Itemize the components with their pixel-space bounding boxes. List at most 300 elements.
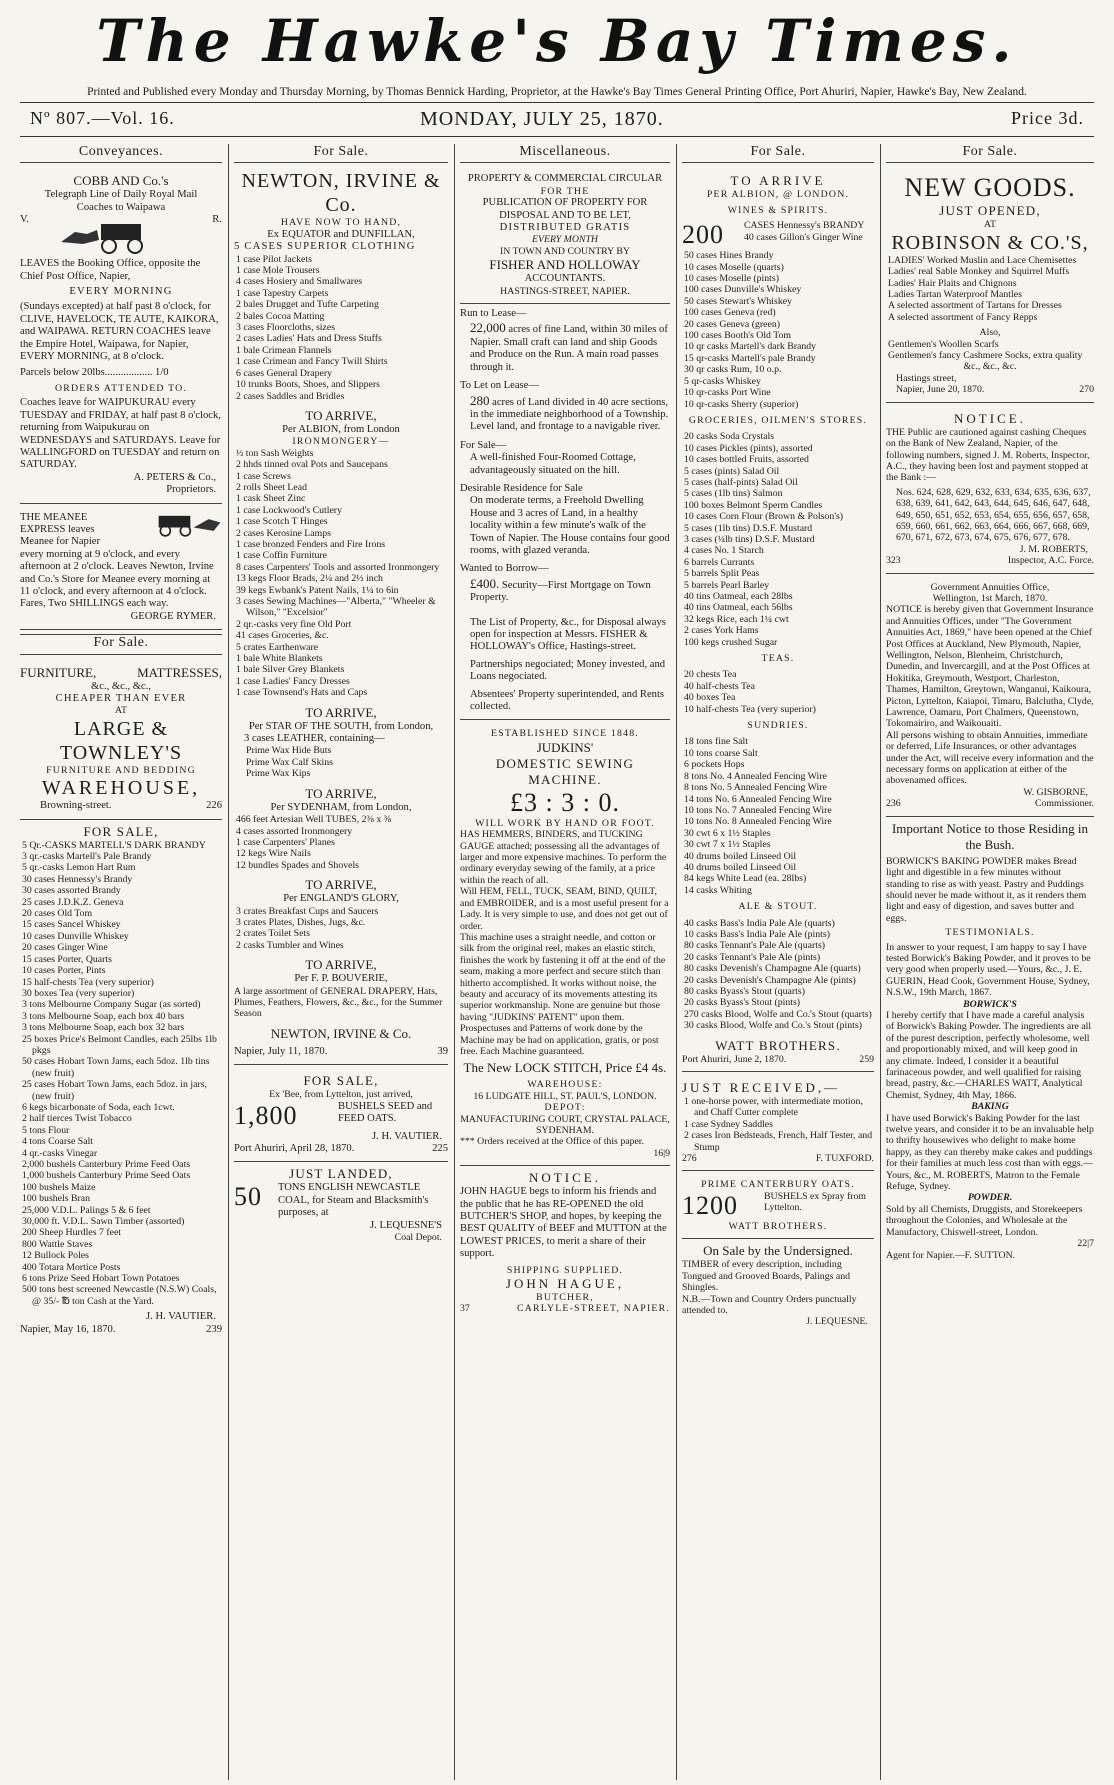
list-item: 6 barrels Currants [684, 556, 755, 568]
item-list [682, 250, 874, 410]
list-item: 400 Totara Mortice Posts [22, 1261, 121, 1273]
ad-body: LEAVES the Booking Office, opposite the Chief Post Office, Napier, [20, 258, 201, 282]
ad-body: I hereby certify that I have made a careful analysis of Borwick's Baking Powder. The ingredients are all of the purest description, perfectly wholesome, well and proportionably mixed, and will keep good in any climate. Indeed, I consider it a beautiful farinaceous powder, and well qualified for raising bread, pastry, &c.—CHARLES WATT, Analytical Chemist, Sydney, 4th May, 1866. [886, 1009, 1092, 1101]
list-item: 14 casks Whiting [684, 884, 752, 896]
ad-text: IRONMONGERY— [292, 436, 390, 448]
ad-emphasis: EVERY MORNING [69, 286, 173, 298]
list-item: 100 cases Booth's Old Tom [684, 330, 792, 342]
list-item: 10 trunks Boots, Shoes, and Slippers [236, 379, 380, 391]
ad-text: MATTRESSES, [137, 664, 222, 680]
dateline [20, 104, 1094, 134]
ad-signature: A. PETERS & Co., [133, 471, 216, 483]
list-item: 25 cases Hobart Town Jams, each 5doz. in jars, (new fruit) [22, 1079, 207, 1102]
section-heading: ALE & STOUT. [738, 901, 818, 913]
list-item: 80 casks Devenish's Champagne Ale (quarts) [684, 963, 861, 975]
ad-signature: Proprietors. [166, 484, 216, 496]
ad-subtitle: Telegraph Line of Daily Royal Mail [44, 189, 198, 201]
list-item: 5 qr-casks Whiskey [684, 375, 761, 387]
section-heading: JUST LANDED, [289, 1166, 393, 1182]
ad-mark: R. [212, 214, 222, 226]
list-item: ½ ton Sash Weights [236, 447, 314, 459]
meanee-express-ad [20, 508, 222, 631]
baking-powder-ad [886, 821, 1094, 1261]
list-item: 15 half-chests Tea (very superior) [22, 976, 154, 988]
watt-brothers-ad [682, 169, 874, 1072]
ad-text: EVERY MONTH [532, 234, 598, 246]
furniture-ad [20, 661, 222, 820]
newspaper-masthead: The Hawke's Bay Times. [96, 7, 1018, 75]
list-item: 10 cases Pickles (pints), assorted [684, 442, 813, 454]
list-item: 1 case Sydney Saddles [684, 1118, 773, 1130]
list-item: 1 case Carpenters' Planes [236, 836, 335, 848]
ad-title: WAREHOUSE, [41, 777, 201, 800]
ad-text: DEPOT: [544, 1102, 586, 1114]
section-heading: TO ARRIVE, [305, 957, 377, 973]
list-item: 80 casks Byass's Stout (quarts) [684, 986, 805, 997]
butcher-notice [460, 1170, 670, 1315]
list-item: 25 boxes Price's Belmont Candles, each 25lbs 1lb pkgs [22, 1033, 217, 1056]
section-heading: WINES & SPIRITS. [727, 204, 829, 216]
list-item: 2 bales Drugget and Tufte Carpeting [236, 299, 379, 311]
list-item: 8 tons No. 5 Annealed Fencing Wire [684, 782, 827, 794]
list-item: 12 Bullock Poles [22, 1250, 89, 1262]
ad-body: (Sundays excepted) at half past 8 o'clock, for CLIVE, HAVELOCK, TE AUTE, KAIKORA, and WAIPAWA. RETURN COACHES leave the Empire Hotel, Waipawa, for Napier, EVERY MORNING, at 8 o'clock. [20, 301, 219, 363]
list-item: 2 cases Ladies' Hats and Dress Stuffs [236, 333, 382, 345]
list-item: 2 hhds tinned oval Pots and Saucepans [236, 459, 388, 471]
ad-dateline: Napier, July 11, 1870. [234, 1045, 328, 1057]
ad-body: JOHN HAGUE begs to inform his friends and the public that he has RE-OPENED the old BUTCHER'S SHOP, and hopes, by keeping the BEST QUALITY of BEEF and MUTTON at the LOWEST PRICES, to merit a share of their support. [460, 1186, 667, 1260]
coach-icon [122, 512, 222, 538]
canterbury-oats-ad [682, 1175, 874, 1239]
list-item: 2 cases York Hams [684, 625, 759, 637]
section-heading: NOTICE. [954, 410, 1026, 426]
list-item: 40 tins Oatmeal, each 28lbs [684, 591, 793, 602]
ad-text: AT [984, 219, 996, 231]
ad-text: BUSHELS SEED and FEED OATS. [338, 1100, 433, 1124]
ad-text: WILL WORK BY HAND OR FOOT. [475, 817, 655, 829]
list-item: 30 cases assorted Brandy [22, 885, 121, 897]
cheque-notice [886, 407, 1094, 574]
list-item: 30 cwt 7 x 1½ Staples [684, 839, 771, 851]
list-item: 1 case Scotch T Hinges [236, 516, 328, 528]
list-item: Ladies' Hair Plaits and Chignons [888, 277, 1017, 289]
ad-title: DOMESTIC SEWING MACHINE. [495, 755, 635, 787]
section-heading: PRIME CANTERBURY OATS. [701, 1179, 855, 1191]
ad-title: JUDKINS' [536, 739, 594, 755]
ad-title: FISHER AND HOLLOWAY [489, 257, 641, 273]
ad-text: FURNITURE, [20, 664, 97, 680]
section-heading: TEAS. [761, 653, 795, 665]
list-item: 41 cases Groceries, &c. [236, 630, 329, 642]
list-item: 4 cases Hosiery and Smallwares [236, 276, 363, 288]
list-item: 2 crates Toilet Sets [236, 928, 310, 940]
section-heading: TO ARRIVE, [305, 877, 377, 893]
ad-body: A large assortment of GENERAL DRAPERY, Hats, Plumes, Feathers, Flowers, &c., &c., for the Summer Season [234, 985, 443, 1020]
land-to-let [460, 380, 670, 434]
listing-text: On moderate terms, a Freehold Dwelling House and 3 acres of Land, in a healthy locality within a few minute's walk of the Town of Napier. The House contains four good rooms, with glazed veranda. [470, 495, 670, 556]
column-heading: Miscellaneous. [460, 144, 670, 163]
item-list [682, 669, 874, 715]
ad-text: 40 cases Gillon's Ginger Wine [744, 231, 863, 243]
list-item: 10 cases Dunville Whiskey [22, 930, 129, 942]
ad-address: 16 LUDGATE HILL, ST. PAUL'S, LONDON. [473, 1090, 657, 1102]
item-list [234, 448, 448, 699]
list-item: 30 qr casks Rum, 10 o.p. [684, 364, 782, 376]
ad-body: Nos. 624, 628, 629, 632, 633, 634, 635, 636, 637, 638, 639, 641, 642, 643, 644, 645, 646, 647, 648, 649, 650, 651, 652, 653, 654, 655, 656, 657, 658, 659, 660, 661, 662, 663, 664, 666, 667, 668, 669, 670, 671, 672, 673, 674, 675, 676, 677, 678. [896, 486, 1091, 544]
list-item: 20 cases Ginger Wine [22, 942, 108, 954]
ad-text: Per SYDENHAM, from London, [270, 801, 412, 813]
list-item: 10 cases Moselle (quarts) [684, 261, 784, 273]
item-list [886, 339, 1094, 362]
list-item: 3 tons Melbourne Soap, each box 40 bars [22, 1010, 185, 1022]
ad-number: 259 [859, 1053, 874, 1065]
list-item: 40 tins Oatmeal, each 56lbs [684, 602, 793, 614]
ad-number-big: 1200 [682, 1190, 738, 1220]
ad-text: FOR THE [540, 185, 590, 197]
list-item: 10 cases Porter, Pints [22, 965, 106, 977]
list-item: 2 qr.-casks very fine Old Port [236, 618, 352, 630]
item-list [234, 254, 448, 402]
list-item: 40 half-chests Tea [684, 680, 755, 692]
section-heading: JUST RECEIVED,— [682, 1080, 841, 1096]
list-item: 10 tons coarse Salt [684, 747, 758, 759]
list-item: 50 cases Hines Brandy [684, 250, 774, 262]
ad-text: PROPERTY & COMMERCIAL CIRCULAR [467, 173, 663, 185]
list-item: 1 bale White Blankets [236, 653, 323, 665]
ad-address: CARLYLE-STREET, NAPIER. [517, 1303, 670, 1315]
ad-number: 236 [886, 798, 901, 810]
ad-number: 225 [432, 1143, 448, 1154]
run-to-lease [460, 308, 670, 374]
list-item: 2 cases Kerosine Lamps [236, 527, 331, 539]
cottage-for-sale [460, 440, 670, 477]
ad-title: NEWTON, IRVINE & Co. [241, 170, 441, 217]
ad-signature: J. M. ROBERTS, [1019, 543, 1088, 555]
ad-dateline: Napier, May 16, 1870. [20, 1323, 116, 1335]
residence-for-sale [460, 483, 670, 557]
list-item: 30,000 ft. V.D.L. Sawn Timber (assorted) [22, 1216, 185, 1228]
list-item: 270 casks Blood, Wolfe and Co.'s Stout (quarts) [684, 1008, 872, 1020]
list-item: 5 Qr.-CASKS MARTELL'S DARK BRANDY [22, 839, 206, 851]
ad-text: ACCOUNTANTS. [524, 273, 606, 285]
section-heading: NOTICE. [529, 1170, 601, 1186]
ad-number-big: 200 [682, 220, 724, 250]
list-item: 40 boxes Tea [684, 692, 736, 704]
ad-mark: V. [20, 214, 29, 226]
list-item: 1 case Pilot Jackets [236, 253, 312, 265]
ad-body: Prospectuses and Patterns of work done by the Machine may be had on application, gratis, or post free. Each Machine guaranteed. [460, 1023, 659, 1057]
section-heading: TO ARRIVE, [305, 704, 377, 720]
ad-number: 226 [206, 800, 222, 812]
list-item: Prime Wax Hide Buts [246, 745, 332, 757]
list-item: Prime Wax Kips [246, 768, 311, 780]
ad-body: Sold by all Chemists, Druggists, and Storekeepers throughout the Colonies, and Wholesale at the Manufactory, Chiswell-street, London. [886, 1203, 1083, 1238]
list-item: 2 cases Iron Bedsteads, French, Half Tester, and Stump [684, 1130, 873, 1153]
list-item: 20 casks Tennant's Pale Ale (pints) [684, 951, 821, 963]
column-heading: For Sale. [20, 634, 222, 654]
listing-heading: To Let on Lease— [460, 380, 539, 392]
list-item: 80 casks Tennant's Pale Ale (quarts) [684, 940, 826, 952]
ad-number: 323 [886, 555, 901, 567]
ad-dateline: Napier, June 20, 1870. [896, 384, 985, 396]
column-divider [676, 144, 677, 1780]
ad-text: Per ENGLAND'S GLORY, [283, 893, 399, 905]
column-heading: Conveyances. [20, 144, 222, 163]
item-list [886, 255, 1094, 323]
ad-text: Government Annuities Office, [930, 581, 1050, 593]
ad-address: MANUFACTURING COURT, CRYSTAL PALACE, SYDENHAM. [460, 1113, 670, 1136]
wanted-to-borrow [460, 563, 670, 604]
ad-number: 37 [460, 1303, 470, 1315]
ad-body: Coaches leave for WAIPUKURAU every TUESDAY and FRIDAY, at half past 8 o'clock, returning from Waipukurau on WEDNESDAYS and SATURDAYS. Leave for WALLINGFORD on TUESDAY and return on SATURDAY. [20, 397, 221, 471]
paragraph: The List of Property, &c., for Disposal always open for inspection at Messrs. FISHER & HOLLOWAY's Office, Hastings-street. [470, 616, 666, 653]
ad-text: 3 cases LEATHER, containing— [244, 733, 385, 745]
ad-number: 16|9 [653, 1147, 670, 1159]
sewing-machine-ad [460, 724, 670, 1166]
section-heading: TESTIMONIALS. [945, 927, 1035, 939]
list-item: A selected assortment of Tartans for Dresses [888, 300, 1062, 312]
list-item: 3 cases Sewing Machines—"Alberta," "Wheeler & Wilson," "Excelsior" [236, 596, 436, 619]
ad-signature: WATT BROTHERS. [728, 1220, 828, 1232]
ad-signature: Commissioner. [1034, 798, 1094, 810]
section-heading: Important Notice to those Residing in the Bush. [891, 820, 1089, 852]
issue-price: Price 3d. [1011, 108, 1084, 128]
list-item: 466 feet Artesian Well TUBES, 2⅜ x ⅜ [236, 814, 392, 826]
item-list [682, 918, 874, 1032]
ad-dateline: Port Ahuriri, April 28, 1870. [234, 1143, 355, 1154]
list-item: 50 cases Hobart Town Jams, each 5doz. 1lb tins (new fruit) [22, 1056, 210, 1079]
list-item: 20 casks Devenish's Champagne Ale (pints) [684, 974, 856, 986]
circular-notes [460, 613, 670, 721]
item-list [682, 431, 874, 648]
column-for-sale [682, 144, 874, 1776]
list-item: 20 casks Byass's Stout (pints) [684, 997, 801, 1009]
list-item: 3 qr.-casks Martell's Pale Brandy [22, 851, 152, 863]
list-item: 30 casks Blood, Wolfe and Co.'s Stout (pints) [684, 1020, 862, 1032]
ad-text: JUST OPENED, [939, 203, 1041, 219]
item-list [234, 745, 448, 779]
list-item: 14 tons No. 6 Annealed Fencing Wire [684, 793, 832, 805]
ad-text: TONS ENGLISH NEWCASTLE COAL, for Steam and Blacksmith's purposes, at [278, 1182, 429, 1219]
property-circular-ad [460, 169, 670, 304]
ad-signature: J. H. VAUTIER. [372, 1130, 442, 1142]
ad-body: NOTICE is hereby given that Government Insurance and Annuities Offices, under "The Government Annuities Act, 1869," have been opened at the Chief Post Offices at Auckland, New Plymouth, Napier, Wellington, Nelson, Blenheim, Christchurch, Dunedin, and Invercargill, and at the Post Offices at Hokitika, Greymouth, Westport, Charleston, Thames, Hamilton, Greytown, Wanganui, Kaikoura, Picton, Lyttelton, Kaiapoi, Timaru, Balclutha, Clyde, Lawrence, Oamaru, Port Chalmers, Queenstown, Tokomairiro, and Waikouaiti. [886, 604, 1094, 730]
ad-text: Wellington, 1st March, 1870. [932, 592, 1048, 604]
section-heading: TO ARRIVE, [305, 407, 377, 423]
list-item: 40 casks Bass's India Pale Ale (quarts) [684, 917, 835, 929]
item-list [234, 906, 448, 952]
list-item: 1 case Screws [236, 470, 291, 482]
coach-icon [61, 216, 181, 256]
list-item: 2 bales Cocoa Matting [236, 310, 325, 322]
ad-text: HASTINGS-STREET, NAPIER. [500, 285, 630, 297]
ad-title: ROBINSON & CO.'S, [891, 231, 1089, 254]
list-item: 5 barrels Split Peas [684, 568, 760, 580]
coal-ad [234, 1166, 448, 1243]
list-item: 15 cases Porter, Quarts [22, 953, 112, 965]
list-item: 40 drums boiled Linseed Oil [684, 861, 797, 873]
section-heading: SUNDRIES. [747, 720, 809, 732]
ad-number: 22|7 [1077, 1238, 1094, 1250]
ad-number: 276 [682, 1153, 697, 1165]
listing-number: £400. [470, 575, 500, 591]
section-heading: FOR SALE, [303, 1073, 379, 1089]
list-item: 10 tons No. 7 Annealed Fencing Wire [684, 804, 832, 816]
ad-body: N.B.—Town and Country Orders punctually attended to. [682, 1293, 857, 1316]
ad-text: Also, [979, 327, 1001, 339]
item-list [682, 736, 874, 896]
list-item: 2,000 bushels Canterbury Prime Feed Oats [22, 1159, 191, 1170]
list-item: 2 rolls Sheet Lead [236, 481, 308, 493]
list-item: 500 tons best screened Newcastle (N.S.W) Coals, @ 35/- ℔ ton Cash at the Yard. [22, 1284, 217, 1307]
ad-signature: NEWTON, IRVINE & Co. [270, 1025, 412, 1041]
ad-body: TIMBER of every description, including Tongued and Grooved Boards, Palings and Shingles. [682, 1259, 851, 1294]
list-item: 2 half tierces Twist Tobacco [22, 1113, 132, 1125]
ad-text: &c., &c., &c., [90, 680, 151, 692]
list-item: 12 bundles Spades and Shovels [236, 859, 359, 871]
list-item: 5 cases (1lb tins) Salmon [684, 488, 783, 500]
list-item: Gentlemen's Woollen Scarfs [888, 338, 999, 350]
ad-text: PUBLICATION OF PROPERTY FOR DISPOSAL AND TO BE LET, [482, 197, 648, 221]
column-heading: For Sale. [234, 144, 448, 163]
list-item: 100 cases Dunville's Whiskey [684, 284, 802, 296]
ad-title: COBB AND Co.'s [73, 173, 169, 189]
seed-oats-ad [234, 1069, 448, 1162]
column-for-sale [234, 144, 448, 1776]
section-heading: TO ARRIVE [730, 173, 826, 189]
ad-body: THE MEANEE EXPRESS leaves Meanee for Napier every morning at 9 o'clock, and every afternoon at 2 o'clock. Leaves Newton, Irvine and Co.'s Store for Meanee every morning at 11 o'clock, and every afternoon at 4 o'clock. Fares, Two SHILLINGS each way. [20, 511, 214, 610]
list-item: 1 case Crimean and Fancy Twill Shirts [236, 356, 388, 368]
item-list [682, 1096, 874, 1153]
ad-text: HAVE NOW TO HAND, [280, 217, 402, 229]
list-item: 8 tons No. 4 Annealed Fencing Wire [684, 770, 827, 782]
listing-number: 280 [470, 392, 490, 408]
ad-address: Hastings street, [896, 372, 957, 384]
ad-text: AT [115, 705, 127, 717]
ad-number: 39 [437, 1045, 448, 1057]
ad-title: LARGE & TOWNLEY'S [59, 717, 183, 764]
ad-text: ESTABLISHED SINCE 1848. [491, 728, 639, 740]
list-item: 5 cases (pints) Salad Oil [684, 465, 780, 477]
section-heading: TO ARRIVE, [305, 785, 377, 801]
list-item: 30 cwt 6 x 1½ Staples [684, 827, 771, 839]
ad-text: DISTRIBUTED GRATIS [499, 222, 631, 234]
column-heading: For Sale. [886, 144, 1094, 163]
ad-number: 270 [1079, 384, 1094, 396]
paragraph: Partnerships negociated; Money invested, and Loans negociated. [470, 658, 666, 683]
list-item: 20 cases Old Tom [22, 908, 93, 920]
ad-text: CHEAPER THAN EVER [55, 693, 187, 704]
list-item: 100 cases Geneva (red) [684, 307, 776, 319]
list-item: Prime Wax Calf Skins [246, 756, 333, 768]
list-item: 5 qr.-casks Lemon Hart Rum [22, 862, 136, 874]
ad-body: THE Public are cautioned against cashing Cheques on the Bank of New Zealand, Napier, of the following numbers, signed J. M. Roberts, Inspector, A.C., they having been lost and payment stopped at the Bank :— [886, 426, 1090, 484]
column-miscellaneous [460, 144, 670, 1776]
list-item: 20 casks Soda Crystals [684, 431, 775, 443]
list-item: 30 boxes Tea (very superior) [22, 987, 135, 999]
list-item: 10 tons No. 8 Annealed Fencing Wire [684, 816, 832, 828]
ad-text: Per ALBION, from London [282, 423, 400, 435]
list-item: 6 cases General Drapery [236, 367, 333, 379]
list-item: 3 cases (¼lb tins) D.S.F. Mustard [684, 533, 815, 545]
item-list [20, 840, 222, 1308]
ad-text: BUTCHER, [536, 1292, 594, 1304]
ad-text: &c., &c., &c. [963, 361, 1017, 373]
list-item: 3 tons Melbourne Soap, each box 32 bars [22, 1022, 185, 1034]
dateline-rule [20, 136, 1094, 137]
column-heading: For Sale. [682, 144, 874, 163]
ad-signature: GEORGE RYMER. [130, 610, 216, 622]
list-item: 800 Wattle Staves [22, 1238, 93, 1250]
listing-heading: For Sale— [460, 439, 507, 451]
item-list [234, 814, 448, 871]
list-item: 32 kegs Rice, each 1¼ cwt [684, 613, 789, 625]
list-item: 100 bushels Maize [22, 1181, 96, 1193]
ad-signature: J. LEQUESNE'S [370, 1219, 442, 1231]
list-item: 15 qr-casks Martell's pale Brandy [684, 352, 816, 364]
list-item: 1 bale Crimean Flannels [236, 344, 332, 356]
list-item: Gentlemen's fancy Cashmere Socks, extra quality [888, 350, 1083, 362]
ad-number-big: 1,800 [234, 1100, 298, 1130]
list-item: 1 case bronzed Fenders and Fire Irons [236, 538, 386, 550]
ad-dateline: Port Ahuriri, June 2, 1870. [682, 1053, 787, 1065]
list-item: 4 cases No. 1 Starch [684, 545, 764, 557]
section-heading: GROCERIES, OILMEN'S STORES. [688, 414, 868, 426]
list-item: 50 cases Stewart's Whiskey [684, 295, 792, 307]
list-item: 4 tons Coarse Salt [22, 1136, 94, 1148]
listing-text: acres of Land divided in 40 acre sections, in the immediate neighborhood of a Township. Level land, and frontage to a navigable river. [470, 396, 669, 433]
list-item: 1,000 bushels Canterbury Prime Seed Oats [22, 1170, 191, 1182]
list-item: 5 crates Earthenware [236, 641, 319, 653]
ad-text: IN TOWN AND COUNTRY BY [500, 245, 630, 257]
column-for-sale [886, 144, 1094, 1776]
listing-heading: Wanted to Borrow— [460, 563, 549, 575]
ad-body: Will HEM, FELL, TUCK, SEAM, BIND, QUILT, and EMBROIDER, and is a most useful present for a Lady. It is very simple to use, and does not get out of order. [460, 886, 669, 932]
section-heading: BAKING [971, 1101, 1009, 1113]
ad-text: WAREHOUSE: [527, 1079, 603, 1091]
list-item: 6 kegs bicarbonate of Soda, each 1cwt. [22, 1101, 175, 1113]
list-item: 4 qr.-casks Vinegar [22, 1147, 98, 1159]
ad-signature: WATT BROTHERS. [715, 1037, 841, 1053]
listing-heading: Desirable Residence for Sale [460, 482, 583, 494]
ad-body: I have used Borwick's Baking Powder for the last twelve years, and consider it to be an invaluable help to thrifty housewives who delight to make home happy, as they can thereby make cakes and puddings for their families at much less cost than with eggs.—Yours, &c., M. ROBERTS, Matron to the Female Refuge, Sydney. [886, 1112, 1094, 1193]
listing-text: A well-finished Four-Roomed Cottage, advantageously situated on the hill. [470, 452, 636, 476]
ad-text: Ex 'Bee, from Lyttelton, just arrived, [269, 1089, 413, 1101]
list-item: 1 one-horse power, with intermediate motion, and Chaff Cutter complete [684, 1096, 863, 1119]
list-item: 3 tons Melbourne Company Sugar (as sorted) [22, 999, 201, 1011]
section-heading: POWDER. [967, 1192, 1013, 1204]
issue-number: Nº 807.—Vol. 16. [30, 108, 175, 128]
ad-number: 239 [206, 1323, 222, 1335]
list-item: 40 drums boiled Linseed Oil [684, 850, 797, 862]
paragraph: Absentees' Property superintended, and Rents collected. [470, 688, 665, 713]
ad-subtitle: Coaches to Waipawa [76, 201, 166, 213]
list-item: 10 qr-casks Sherry (superior) [684, 398, 799, 410]
list-item: 3 cases Floorcloths, sizes [236, 322, 336, 334]
section-heading: On Sale by the Undersigned. [703, 1243, 853, 1259]
list-item: 30 cases Hennessy's Brandy [22, 873, 133, 885]
issue-date: MONDAY, JULY 25, 1870. [420, 108, 664, 130]
listing-text: acres of fine Land, within 30 miles of Napier. Small craft can land and ship Goods and Produce on the Run. A main road passes through it. [470, 324, 668, 373]
list-item: 25,000 V.D.L. Palings 5 & 6 feet [22, 1204, 151, 1216]
ad-note: ORDERS ATTENDED TO. [54, 382, 188, 394]
list-item: 5 tons Flour [22, 1124, 70, 1136]
list-item: 1 case Coffin Furniture [236, 550, 327, 562]
ad-text: Per STAR OF THE SOUTH, from London, [248, 720, 434, 732]
ad-text: CASES Hennessy's BRANDY [744, 220, 865, 232]
list-item: 1 case Mole Trousers [236, 265, 320, 277]
list-item: LADIES' Worked Muslin and Lace Chemisettes [888, 254, 1077, 266]
